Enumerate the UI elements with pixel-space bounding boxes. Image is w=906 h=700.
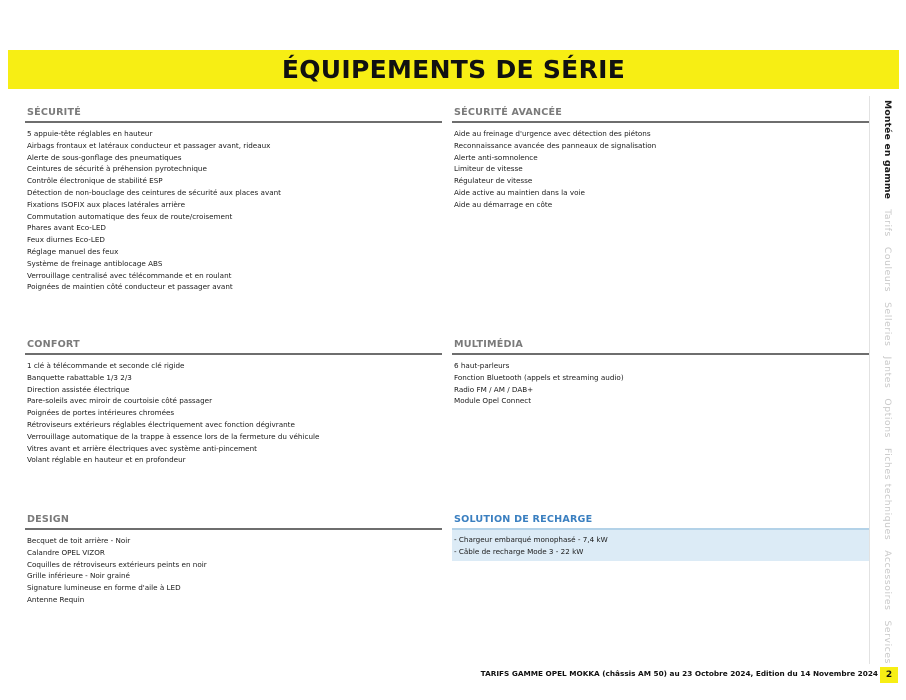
list-item: Régulateur de vitesse bbox=[454, 176, 533, 186]
list-item: Vitres avant et arrière électriques avec système anti-pincement bbox=[27, 443, 257, 453]
list-item: Réglage manuel des feux bbox=[27, 246, 119, 256]
side-nav bbox=[872, 96, 904, 664]
list-item: Poignées de maintien côté conducteur et passager avant bbox=[27, 282, 233, 292]
section-title: MULTIMÉDIA bbox=[454, 339, 524, 350]
list-item: Becquet de toit arrière - Noir bbox=[27, 536, 131, 545]
list-item: Antenne Requin bbox=[27, 594, 85, 604]
list-item: Radio FM / AM / DAB+ bbox=[454, 384, 534, 394]
side-nav-item-tarifs[interactable]: Tarifs bbox=[882, 209, 894, 237]
list-item: Reconnaissance avancée des panneaux de signalisation bbox=[454, 140, 657, 150]
equipment-list bbox=[25, 535, 442, 606]
side-nav-item-selleries[interactable]: Selleries bbox=[882, 302, 894, 347]
equipment-list bbox=[452, 530, 869, 561]
page-title: ÉQUIPEMENTS DE SÉRIE bbox=[281, 55, 626, 84]
side-nav-item-services[interactable]: Services bbox=[882, 620, 894, 665]
list-item: Verrouillage automatique de la trappe à essence lors de la fermeture du véhicule bbox=[27, 431, 320, 441]
section-divider bbox=[25, 528, 442, 530]
section-multimedia bbox=[452, 338, 869, 407]
page-footer bbox=[0, 667, 906, 683]
list-item: Système de freinage antiblocage ABS bbox=[27, 258, 163, 268]
section-recharge bbox=[452, 513, 869, 561]
list-item: Poignées de portes intérieures chromées bbox=[27, 408, 175, 418]
list-item: Fonction Bluetooth (appels et streaming audio) bbox=[454, 372, 624, 382]
equipment-list bbox=[452, 128, 869, 211]
section-title: CONFORT bbox=[27, 339, 80, 350]
list-item: Coquilles de rétroviseurs extérieurs peints en noir bbox=[27, 559, 207, 569]
section-confort bbox=[25, 338, 442, 466]
list-item: Aide au freinage d'urgence avec détection des piétons bbox=[454, 129, 651, 138]
list-item: Aide au démarrage en côte bbox=[454, 199, 553, 209]
side-nav-item-jantes[interactable]: Jantes bbox=[882, 356, 894, 389]
page-number: 2 bbox=[880, 667, 898, 683]
list-item: Phares avant Eco-LED bbox=[27, 223, 106, 233]
list-item: Ceintures de sécurité à préhension pyrotechnique bbox=[27, 164, 207, 174]
list-item: Commutation automatique des feux de route/croisement bbox=[27, 211, 233, 221]
page-banner bbox=[8, 50, 899, 89]
section-title: DESIGN bbox=[27, 514, 70, 525]
section-divider bbox=[452, 353, 869, 355]
side-nav-divider bbox=[869, 96, 870, 664]
section-divider bbox=[25, 121, 442, 123]
list-item: Module Opel Connect bbox=[454, 396, 532, 406]
section-securite-avancee bbox=[452, 106, 869, 211]
list-item: Grille inférieure - Noir grainé bbox=[27, 571, 130, 581]
list-item: Volant réglable en hauteur et en profondeur bbox=[27, 455, 186, 465]
footer-text: TARIFS GAMME OPEL MOKKA (châssis AM 50) au 23 Octobre 2024, Edition du 14 Novembre 2024 bbox=[480, 669, 878, 678]
side-nav-item-options[interactable]: Options bbox=[882, 398, 894, 439]
list-item: Aide active au maintien dans la voie bbox=[454, 187, 585, 197]
section-title: SOLUTION DE RECHARGE bbox=[454, 514, 593, 525]
list-item: Limiteur de vitesse bbox=[454, 164, 523, 174]
section-divider bbox=[25, 353, 442, 355]
section-title: SÉCURITÉ bbox=[27, 107, 81, 118]
side-nav-item-montee-en-gamme[interactable]: Montée en gamme bbox=[882, 100, 894, 200]
section-title: SÉCURITÉ AVANCÉE bbox=[454, 107, 563, 118]
side-nav-item-accessoires[interactable]: Accessoires bbox=[882, 550, 894, 611]
equipment-list bbox=[452, 360, 869, 407]
list-item: Alerte anti-somnolence bbox=[454, 152, 538, 162]
list-item: - Chargeur embarqué monophasé - 7,4 kW bbox=[454, 535, 608, 544]
section-securite bbox=[25, 106, 442, 293]
list-item: Pare-soleils avec miroir de courtoisie côté passager bbox=[27, 396, 213, 406]
list-item: - Câble de recharge Mode 3 - 22 kW bbox=[454, 546, 584, 556]
list-item: Fixations ISOFIX aux places latérales arrière bbox=[27, 199, 186, 209]
list-item: 1 clé à télécommande et seconde clé rigide bbox=[27, 361, 185, 370]
side-nav-item-couleurs[interactable]: Couleurs bbox=[882, 246, 894, 293]
list-item: Verrouillage centralisé avec télécommande et en roulant bbox=[27, 270, 232, 280]
side-nav-item-fiches-techniques[interactable]: Fiches techniques bbox=[882, 448, 894, 541]
section-divider bbox=[452, 121, 869, 123]
list-item: Rétroviseurs extérieurs réglables électriquement avec fonction dégivrante bbox=[27, 419, 295, 429]
list-item: Alerte de sous-gonflage des pneumatiques bbox=[27, 152, 182, 162]
list-item: Calandre OPEL VIZOR bbox=[27, 547, 105, 557]
list-item: Airbags frontaux et latéraux conducteur et passager avant, rideaux bbox=[27, 140, 271, 150]
equipment-list bbox=[25, 128, 442, 293]
list-item: Banquette rabattable 1/3 2/3 bbox=[27, 372, 132, 382]
list-item: Détection de non-bouclage des ceintures de sécurité aux places avant bbox=[27, 187, 281, 197]
equipment-list bbox=[25, 360, 442, 466]
list-item: Contrôle électronique de stabilité ESP bbox=[27, 176, 163, 186]
list-item: Feux diurnes Eco-LED bbox=[27, 235, 105, 245]
list-item: Signature lumineuse en forme d'aile à LED bbox=[27, 583, 181, 593]
list-item: 6 haut-parleurs bbox=[454, 361, 510, 370]
section-design bbox=[25, 513, 442, 606]
list-item: Direction assistée électrique bbox=[27, 384, 130, 394]
list-item: 5 appuie-tête réglables en hauteur bbox=[27, 129, 153, 138]
